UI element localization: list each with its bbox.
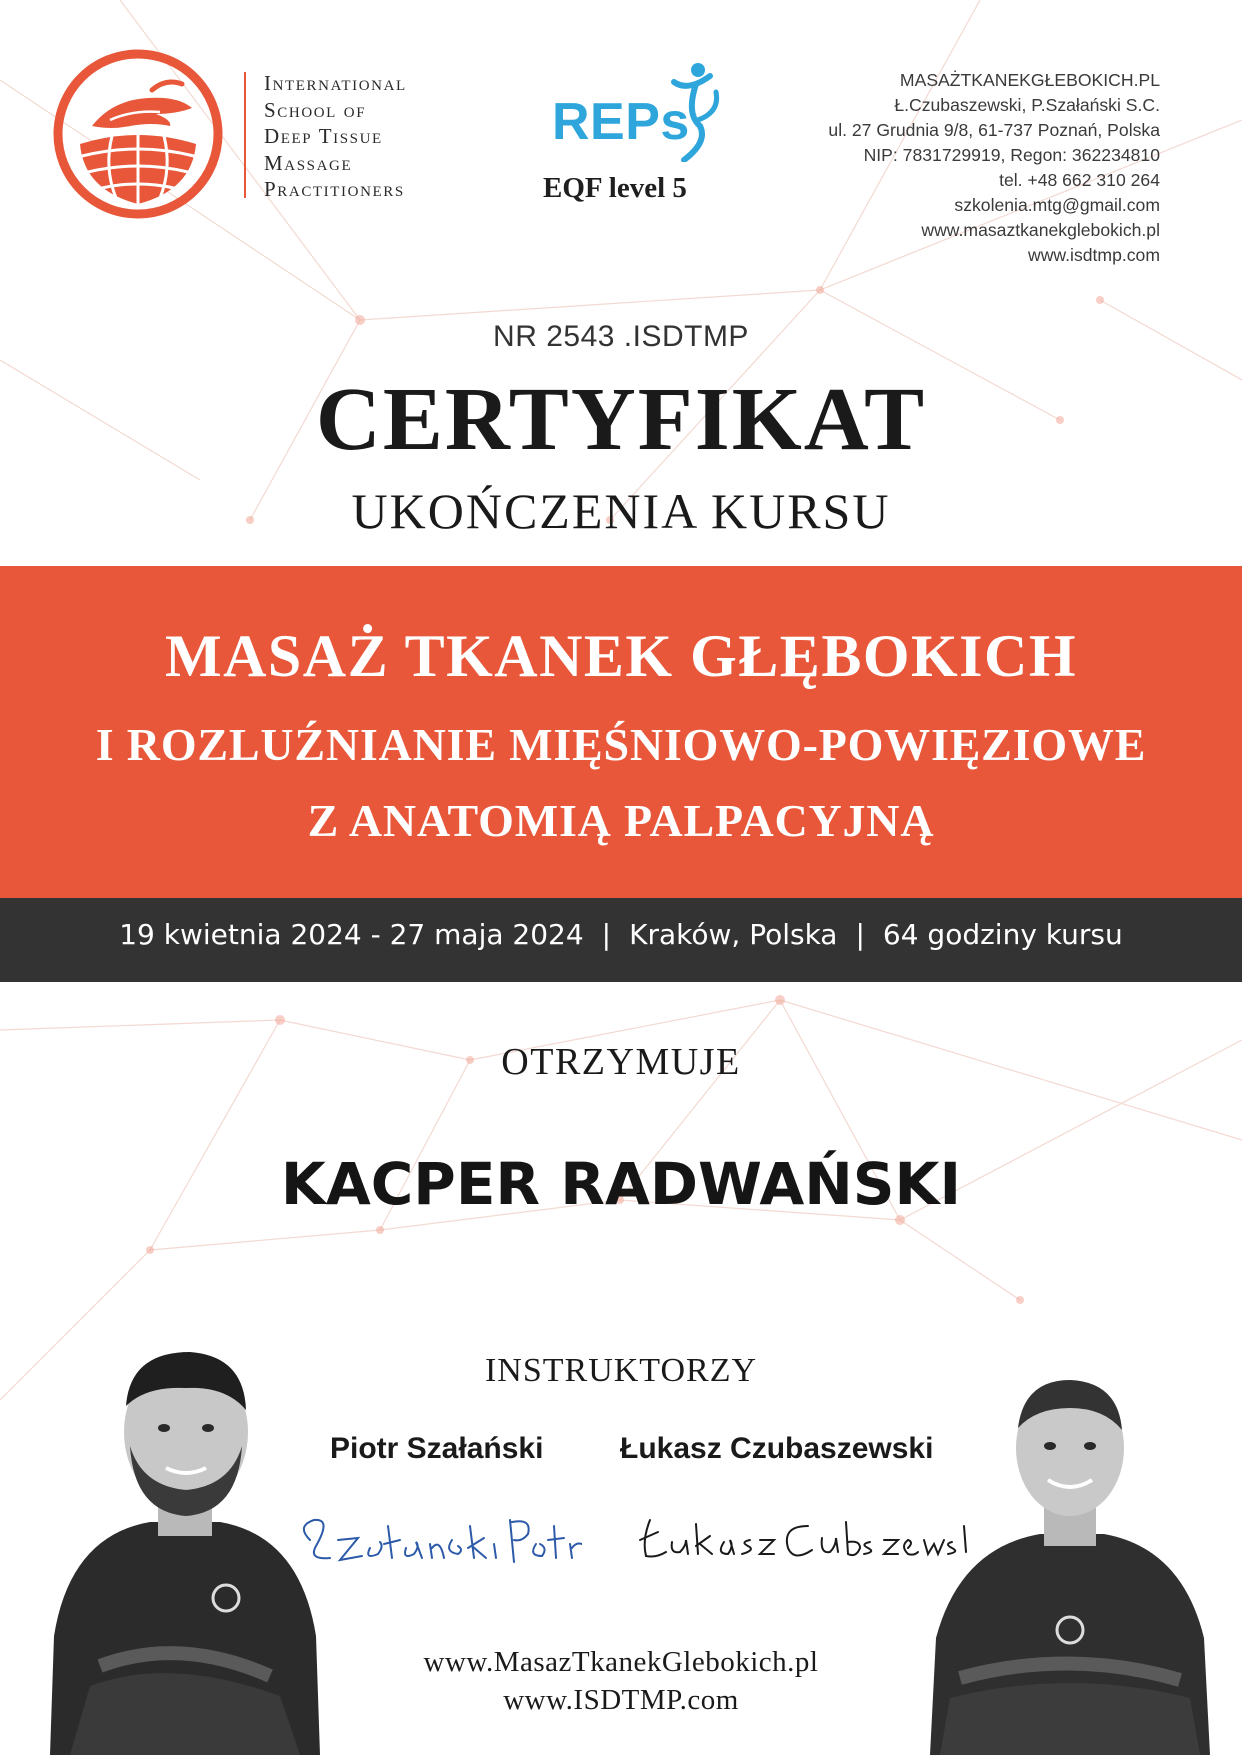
signature-piotr — [292, 1496, 582, 1576]
instructor-name: Łukasz Czubaszewski — [620, 1432, 934, 1465]
school-name-line: School of — [264, 97, 367, 122]
course-title-line: Z ANATOMIĄ PALPACYJNĄ — [307, 795, 935, 846]
instructors-heading: INSTRUKTORZY — [484, 1352, 758, 1389]
certificate-title: CERTYFIKAT — [315, 370, 927, 469]
logo-divider — [244, 72, 246, 198]
contact-website: www.isdtmp.com — [1028, 245, 1160, 265]
school-name-line: International — [264, 71, 407, 95]
school-name — [264, 70, 464, 203]
course-banner — [0, 566, 1242, 898]
recipient-name: KACPER RADWAŃSKI — [280, 1150, 962, 1218]
course-title-line: I ROZLUŹNIANIE MIĘŚNIOWO-POWIĘZIOWE — [95, 719, 1147, 770]
contact-website: www.masaztkanekglebokich.pl — [921, 220, 1160, 240]
certificate-subtitle: UKOŃCZENIA KURSU — [351, 483, 891, 539]
footer-website: www.ISDTMP.com — [503, 1684, 739, 1716]
course-title-line: MASAŻ TKANEK GŁĘBOKICH — [164, 623, 1078, 689]
school-name-line: Deep Tissue — [264, 124, 383, 148]
separator: | — [601, 918, 612, 951]
reps-logo-text: REPs — [552, 93, 690, 151]
contact-email: szkolenia.mtg@gmail.com — [954, 195, 1160, 215]
course-hours: 64 godziny kursu — [882, 918, 1123, 951]
reps-figure-icon — [548, 62, 738, 162]
contact-line: MASAŻTKANEKGŁEBOKICH.PL — [899, 70, 1160, 90]
receives-label: OTRZYMUJE — [501, 1041, 741, 1083]
certificate-number: NR 2543 .ISDTMP — [493, 320, 749, 353]
course-location: Kraków, Polska — [629, 918, 838, 951]
contact-info — [828, 68, 1160, 268]
school-name-line: Practitioners — [264, 177, 405, 201]
isdtmp-logo — [52, 48, 224, 220]
contact-phone: tel. +48 662 310 264 — [999, 170, 1160, 190]
instructor-name: Piotr Szałański — [330, 1432, 544, 1465]
course-dates: 19 kwietnia 2024 - 27 maja 2024 — [119, 918, 584, 951]
eqf-level: EQF level 5 — [543, 172, 687, 204]
contact-tax-ids: NIP: 7831729919, Regon: 362234810 — [863, 145, 1160, 165]
contact-address: ul. 27 Grudnia 9/8, 61-737 Poznań, Polska — [828, 120, 1160, 140]
contact-line: Ł.Czubaszewski, P.Szałański S.C. — [894, 95, 1160, 115]
footer-website: www.MasazTkanekGlebokich.pl — [423, 1646, 819, 1678]
school-name-line: Massage — [264, 150, 353, 175]
course-info-bar — [0, 898, 1242, 982]
separator: | — [855, 918, 865, 951]
